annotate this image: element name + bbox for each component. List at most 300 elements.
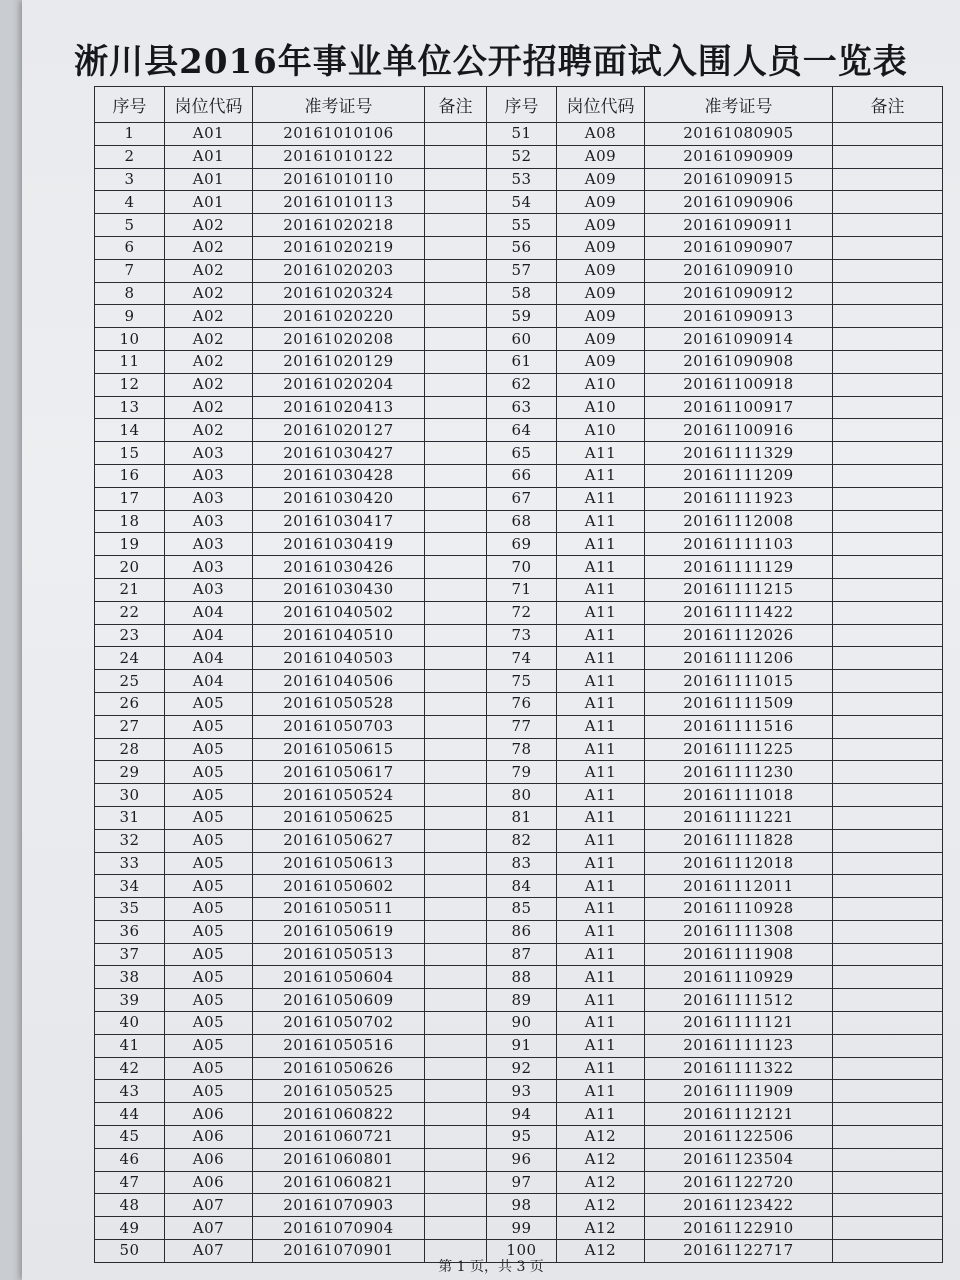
remark-cell (425, 761, 487, 784)
exam-number-cell: 20161050604 (253, 966, 425, 989)
exam-number-cell: 20161040510 (253, 624, 425, 647)
table-row (95, 715, 943, 738)
seq-cell: 36 (95, 920, 165, 943)
remark-cell (833, 920, 943, 943)
header-cell: 准考证号 (645, 87, 833, 123)
exam-number-cell: 20161020208 (253, 328, 425, 351)
table-row (95, 761, 943, 784)
exam-number-cell: 20161060822 (253, 1103, 425, 1126)
remark-cell (833, 852, 943, 875)
exam-number-cell: 20161100917 (645, 396, 833, 419)
exam-number-cell: 20161040502 (253, 601, 425, 624)
table-row (95, 168, 943, 191)
remark-cell (833, 328, 943, 351)
seq-cell: 25 (95, 670, 165, 693)
seq-cell: 9 (95, 305, 165, 328)
exam-number-cell: 20161070904 (253, 1217, 425, 1240)
exam-number-cell: 20161112026 (645, 624, 833, 647)
position-code-cell: A11 (557, 966, 645, 989)
table-row (95, 852, 943, 875)
position-code-cell: A11 (557, 556, 645, 579)
seq-cell: 49 (95, 1217, 165, 1240)
position-code-cell: A11 (557, 784, 645, 807)
exam-number-cell: 20161050627 (253, 829, 425, 852)
exam-number-cell: 20161030417 (253, 510, 425, 533)
exam-number-cell: 20161111129 (645, 556, 833, 579)
remark-cell (425, 305, 487, 328)
remark-cell (833, 464, 943, 487)
remark-cell (833, 1103, 943, 1126)
position-code-cell: A12 (557, 1126, 645, 1149)
remark-cell (425, 898, 487, 921)
remark-cell (425, 966, 487, 989)
seq-cell: 100 (487, 1240, 557, 1263)
exam-number-cell: 20161050511 (253, 898, 425, 921)
seq-cell: 40 (95, 1012, 165, 1035)
table-row (95, 236, 943, 259)
exam-number-cell: 20161111422 (645, 601, 833, 624)
exam-number-cell: 20161080905 (645, 123, 833, 146)
header-cell: 备注 (833, 87, 943, 123)
seq-cell: 48 (95, 1194, 165, 1217)
seq-cell: 72 (487, 601, 557, 624)
remark-cell (833, 715, 943, 738)
position-code-cell: A02 (165, 373, 253, 396)
position-code-cell: A11 (557, 1057, 645, 1080)
remark-cell (833, 738, 943, 761)
remark-cell (833, 396, 943, 419)
position-code-cell: A11 (557, 1012, 645, 1035)
remark-cell (425, 829, 487, 852)
remark-cell (833, 350, 943, 373)
remark-cell (833, 784, 943, 807)
exam-number-cell: 20161020219 (253, 236, 425, 259)
seq-cell: 66 (487, 464, 557, 487)
seq-cell: 27 (95, 715, 165, 738)
remark-cell (425, 328, 487, 351)
remark-cell (425, 487, 487, 510)
seq-cell: 29 (95, 761, 165, 784)
position-code-cell: A11 (557, 920, 645, 943)
position-code-cell: A11 (557, 487, 645, 510)
exam-number-cell: 20161111329 (645, 442, 833, 465)
seq-cell: 59 (487, 305, 557, 328)
exam-number-cell: 20161111121 (645, 1012, 833, 1035)
remark-cell (833, 1012, 943, 1035)
exam-number-cell: 20161111225 (645, 738, 833, 761)
position-code-cell: A02 (165, 396, 253, 419)
exam-number-cell: 20161050609 (253, 989, 425, 1012)
position-code-cell: A02 (165, 259, 253, 282)
remark-cell (833, 442, 943, 465)
seq-cell: 10 (95, 328, 165, 351)
remark-cell (425, 236, 487, 259)
position-code-cell: A03 (165, 578, 253, 601)
header-cell: 准考证号 (253, 87, 425, 123)
remark-cell (425, 464, 487, 487)
position-code-cell: A11 (557, 442, 645, 465)
seq-cell: 62 (487, 373, 557, 396)
seq-cell: 35 (95, 898, 165, 921)
seq-cell: 34 (95, 875, 165, 898)
remark-cell (425, 533, 487, 556)
table-row (95, 829, 943, 852)
remark-cell (425, 168, 487, 191)
remark-cell (425, 1194, 487, 1217)
remark-cell (425, 692, 487, 715)
position-code-cell: A11 (557, 692, 645, 715)
exam-number-cell: 20161090909 (645, 145, 833, 168)
position-code-cell: A02 (165, 305, 253, 328)
exam-number-cell: 20161090907 (645, 236, 833, 259)
exam-number-cell: 20161010106 (253, 123, 425, 146)
seq-cell: 54 (487, 191, 557, 214)
position-code-cell: A09 (557, 350, 645, 373)
remark-cell (833, 670, 943, 693)
remark-cell (833, 943, 943, 966)
exam-number-cell: 20161090913 (645, 305, 833, 328)
remark-cell (425, 259, 487, 282)
exam-number-cell: 20161111215 (645, 578, 833, 601)
table-body (95, 123, 943, 1263)
remark-cell (425, 647, 487, 670)
seq-cell: 51 (487, 123, 557, 146)
position-code-cell: A05 (165, 898, 253, 921)
remark-cell (425, 373, 487, 396)
remark-cell (425, 1080, 487, 1103)
position-code-cell: A11 (557, 761, 645, 784)
position-code-cell: A04 (165, 647, 253, 670)
seq-cell: 43 (95, 1080, 165, 1103)
exam-number-cell: 20161050615 (253, 738, 425, 761)
position-code-cell: A05 (165, 1034, 253, 1057)
remark-cell (425, 191, 487, 214)
table-row (95, 806, 943, 829)
exam-number-cell: 20161020204 (253, 373, 425, 396)
seq-cell: 37 (95, 943, 165, 966)
seq-cell: 67 (487, 487, 557, 510)
position-code-cell: A10 (557, 419, 645, 442)
exam-number-cell: 20161040503 (253, 647, 425, 670)
seq-cell: 58 (487, 282, 557, 305)
seq-cell: 19 (95, 533, 165, 556)
exam-number-cell: 20161070903 (253, 1194, 425, 1217)
position-code-cell: A12 (557, 1194, 645, 1217)
seq-cell: 33 (95, 852, 165, 875)
remark-cell (833, 214, 943, 237)
table-row (95, 373, 943, 396)
exam-number-cell: 20161010113 (253, 191, 425, 214)
remark-cell (425, 419, 487, 442)
exam-number-cell: 20161090911 (645, 214, 833, 237)
remark-cell (833, 692, 943, 715)
remark-cell (833, 624, 943, 647)
position-code-cell: A07 (165, 1217, 253, 1240)
position-code-cell: A05 (165, 738, 253, 761)
remark-cell (833, 806, 943, 829)
position-code-cell: A03 (165, 510, 253, 533)
candidate-table (94, 86, 943, 1263)
position-code-cell: A09 (557, 328, 645, 351)
remark-cell (425, 282, 487, 305)
exam-number-cell: 20161122506 (645, 1126, 833, 1149)
header-cell: 备注 (425, 87, 487, 123)
seq-cell: 88 (487, 966, 557, 989)
exam-number-cell: 20161123504 (645, 1148, 833, 1171)
exam-number-cell: 20161020129 (253, 350, 425, 373)
seq-cell: 16 (95, 464, 165, 487)
table-row (95, 282, 943, 305)
seq-cell: 83 (487, 852, 557, 875)
table-row (95, 1034, 943, 1057)
position-code-cell: A06 (165, 1103, 253, 1126)
remark-cell (425, 1148, 487, 1171)
exam-number-cell: 20161111908 (645, 943, 833, 966)
seq-cell: 68 (487, 510, 557, 533)
position-code-cell: A11 (557, 1034, 645, 1057)
table-row (95, 1103, 943, 1126)
seq-cell: 74 (487, 647, 557, 670)
seq-cell: 38 (95, 966, 165, 989)
table-row (95, 510, 943, 533)
exam-number-cell: 20161111018 (645, 784, 833, 807)
remark-cell (425, 624, 487, 647)
seq-cell: 84 (487, 875, 557, 898)
paper-sheet (22, 0, 960, 1280)
seq-cell: 85 (487, 898, 557, 921)
remark-cell (833, 578, 943, 601)
position-code-cell: A04 (165, 624, 253, 647)
remark-cell (425, 1171, 487, 1194)
position-code-cell: A11 (557, 670, 645, 693)
page-footer: 第 1 页，共 3 页 (438, 1259, 544, 1275)
position-code-cell: A11 (557, 875, 645, 898)
exam-number-cell: 20161030430 (253, 578, 425, 601)
seq-cell: 60 (487, 328, 557, 351)
position-code-cell: A12 (557, 1217, 645, 1240)
remark-cell (833, 1034, 943, 1057)
exam-number-cell: 20161020203 (253, 259, 425, 282)
seq-cell: 64 (487, 419, 557, 442)
remark-cell (833, 1194, 943, 1217)
seq-cell: 91 (487, 1034, 557, 1057)
exam-number-cell: 20161122717 (645, 1240, 833, 1263)
remark-cell (833, 510, 943, 533)
exam-number-cell: 20161112011 (645, 875, 833, 898)
seq-cell: 41 (95, 1034, 165, 1057)
seq-cell: 92 (487, 1057, 557, 1080)
seq-cell: 65 (487, 442, 557, 465)
table-row (95, 419, 943, 442)
table-row (95, 1148, 943, 1171)
position-code-cell: A05 (165, 829, 253, 852)
exam-number-cell: 20161111015 (645, 670, 833, 693)
seq-cell: 2 (95, 145, 165, 168)
remark-cell (833, 875, 943, 898)
remark-cell (833, 1148, 943, 1171)
position-code-cell: A11 (557, 738, 645, 761)
exam-number-cell: 20161122720 (645, 1171, 833, 1194)
remark-cell (833, 1171, 943, 1194)
exam-number-cell: 20161111512 (645, 989, 833, 1012)
seq-cell: 15 (95, 442, 165, 465)
seq-cell: 78 (487, 738, 557, 761)
exam-number-cell: 20161111923 (645, 487, 833, 510)
seq-cell: 22 (95, 601, 165, 624)
remark-cell (833, 373, 943, 396)
position-code-cell: A05 (165, 966, 253, 989)
seq-cell: 80 (487, 784, 557, 807)
position-code-cell: A05 (165, 920, 253, 943)
seq-cell: 21 (95, 578, 165, 601)
remark-cell (833, 647, 943, 670)
remark-cell (425, 510, 487, 533)
seq-cell: 93 (487, 1080, 557, 1103)
table-row (95, 1194, 943, 1217)
position-code-cell: A09 (557, 259, 645, 282)
position-code-cell: A05 (165, 715, 253, 738)
position-code-cell: A11 (557, 852, 645, 875)
position-code-cell: A10 (557, 396, 645, 419)
position-code-cell: A11 (557, 533, 645, 556)
remark-cell (425, 396, 487, 419)
table-row (95, 305, 943, 328)
seq-cell: 3 (95, 168, 165, 191)
table-row (95, 875, 943, 898)
seq-cell: 55 (487, 214, 557, 237)
remark-cell (425, 442, 487, 465)
seq-cell: 18 (95, 510, 165, 533)
header-cell: 岗位代码 (557, 87, 645, 123)
seq-cell: 97 (487, 1171, 557, 1194)
seq-cell: 42 (95, 1057, 165, 1080)
exam-number-cell: 20161112008 (645, 510, 833, 533)
exam-number-cell: 20161050619 (253, 920, 425, 943)
remark-cell (833, 601, 943, 624)
exam-number-cell: 20161060821 (253, 1171, 425, 1194)
remark-cell (833, 168, 943, 191)
position-code-cell: A11 (557, 624, 645, 647)
exam-number-cell: 20161050626 (253, 1057, 425, 1080)
seq-cell: 82 (487, 829, 557, 852)
exam-number-cell: 20161020127 (253, 419, 425, 442)
position-code-cell: A11 (557, 647, 645, 670)
seq-cell: 98 (487, 1194, 557, 1217)
table-row (95, 214, 943, 237)
position-code-cell: A11 (557, 510, 645, 533)
seq-cell: 1 (95, 123, 165, 146)
seq-cell: 95 (487, 1126, 557, 1149)
table-row (95, 1057, 943, 1080)
exam-number-cell: 20161111230 (645, 761, 833, 784)
exam-number-cell: 20161110929 (645, 966, 833, 989)
seq-cell: 81 (487, 806, 557, 829)
table-row (95, 442, 943, 465)
seq-cell: 87 (487, 943, 557, 966)
seq-cell: 12 (95, 373, 165, 396)
exam-number-cell: 20161020220 (253, 305, 425, 328)
table-row (95, 624, 943, 647)
remark-cell (833, 236, 943, 259)
seq-cell: 45 (95, 1126, 165, 1149)
position-code-cell: A09 (557, 305, 645, 328)
table-row (95, 738, 943, 761)
position-code-cell: A05 (165, 943, 253, 966)
remark-cell (425, 989, 487, 1012)
header-cell: 序号 (487, 87, 557, 123)
remark-cell (425, 920, 487, 943)
position-code-cell: A01 (165, 145, 253, 168)
position-code-cell: A11 (557, 943, 645, 966)
seq-cell: 56 (487, 236, 557, 259)
position-code-cell: A11 (557, 1080, 645, 1103)
remark-cell (425, 715, 487, 738)
remark-cell (833, 1080, 943, 1103)
remark-cell (425, 784, 487, 807)
position-code-cell: A11 (557, 829, 645, 852)
exam-number-cell: 20161020413 (253, 396, 425, 419)
table-row (95, 1126, 943, 1149)
seq-cell: 69 (487, 533, 557, 556)
table-row (95, 533, 943, 556)
table-row (95, 259, 943, 282)
remark-cell (425, 943, 487, 966)
seq-cell: 39 (95, 989, 165, 1012)
seq-cell: 11 (95, 350, 165, 373)
position-code-cell: A08 (557, 123, 645, 146)
seq-cell: 89 (487, 989, 557, 1012)
position-code-cell: A09 (557, 282, 645, 305)
remark-cell (425, 1103, 487, 1126)
position-code-cell: A09 (557, 236, 645, 259)
remark-cell (425, 556, 487, 579)
exam-number-cell: 20161100918 (645, 373, 833, 396)
exam-number-cell: 20161111209 (645, 464, 833, 487)
exam-number-cell: 20161090908 (645, 350, 833, 373)
position-code-cell: A05 (165, 989, 253, 1012)
table-row (95, 1217, 943, 1240)
position-code-cell: A05 (165, 1012, 253, 1035)
seq-cell: 52 (487, 145, 557, 168)
remark-cell (833, 1057, 943, 1080)
exam-number-cell: 20161030427 (253, 442, 425, 465)
seq-cell: 17 (95, 487, 165, 510)
seq-cell: 79 (487, 761, 557, 784)
position-code-cell: A02 (165, 350, 253, 373)
exam-number-cell: 20161123422 (645, 1194, 833, 1217)
remark-cell (425, 1012, 487, 1035)
seq-cell: 26 (95, 692, 165, 715)
seq-cell: 53 (487, 168, 557, 191)
remark-cell (833, 966, 943, 989)
remark-cell (833, 533, 943, 556)
remark-cell (833, 305, 943, 328)
exam-number-cell: 20161050602 (253, 875, 425, 898)
exam-number-cell: 20161111909 (645, 1080, 833, 1103)
exam-number-cell: 20161090914 (645, 328, 833, 351)
remark-cell (425, 738, 487, 761)
exam-number-cell: 20161111221 (645, 806, 833, 829)
remark-cell (425, 1057, 487, 1080)
position-code-cell: A11 (557, 578, 645, 601)
seq-cell: 77 (487, 715, 557, 738)
position-code-cell: A11 (557, 715, 645, 738)
exam-number-cell: 20161030420 (253, 487, 425, 510)
exam-number-cell: 20161030426 (253, 556, 425, 579)
table-row (95, 556, 943, 579)
position-code-cell: A01 (165, 123, 253, 146)
position-code-cell: A01 (165, 168, 253, 191)
